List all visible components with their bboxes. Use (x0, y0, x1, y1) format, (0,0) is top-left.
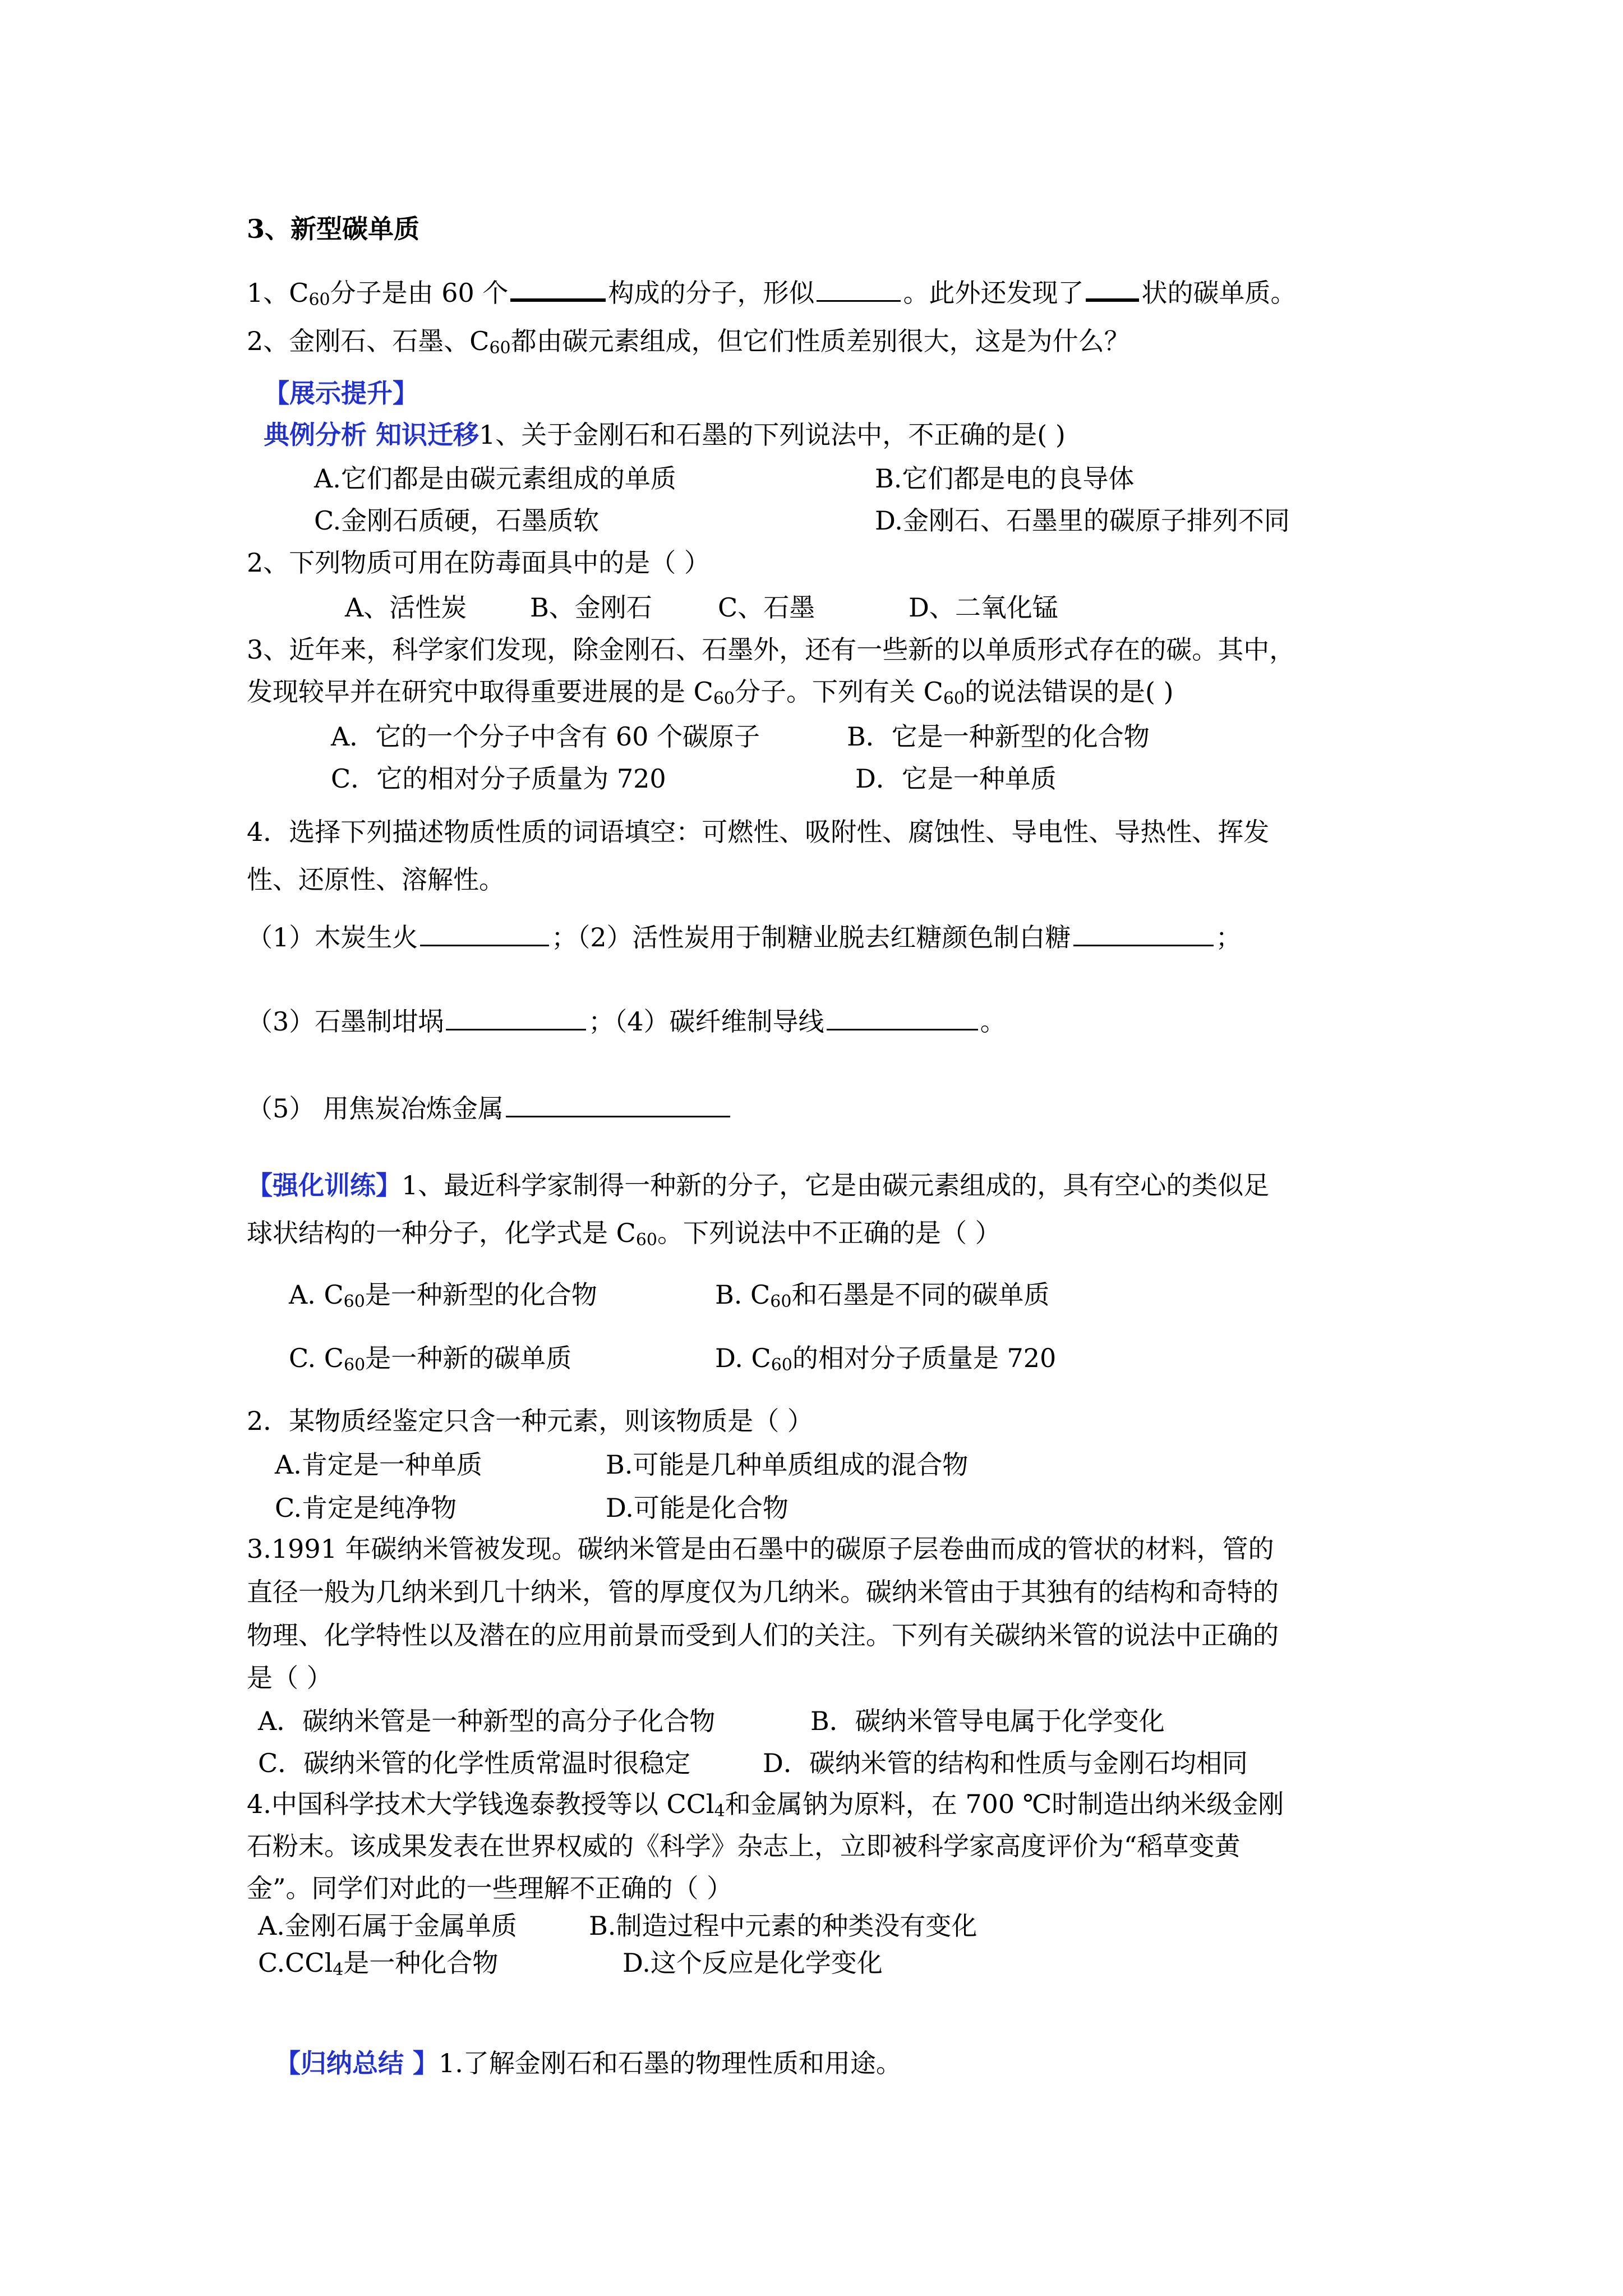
d-q3-line-2 (247, 677, 1174, 708)
blank-f1[interactable] (420, 920, 549, 946)
t-q4-line-1 (247, 1789, 1284, 1821)
t-q1-option-d (715, 1343, 1057, 1375)
display-header: 【展示提升】 (264, 378, 418, 408)
section-label: 典例分析 知识迁移 (264, 420, 479, 450)
text: B. C (715, 1280, 771, 1310)
display-q1-stem (264, 422, 1066, 448)
t-q4-option-d: D.这个反应是化学变化 (623, 1948, 883, 1978)
subscript: 60 (343, 1292, 365, 1312)
t-q3-option-a: A．碳纳米管是一种新型的高分子化合物 (258, 1706, 716, 1736)
t-q3-option-c: C．碳纳米管的化学性质常温时很稳定 (258, 1748, 691, 1778)
t-q2-option-d: D.可能是化合物 (606, 1493, 789, 1523)
d-q4-line-2: 性、还原性、溶解性。 (247, 864, 505, 895)
d-q3-option-a: A．它的一个分子中含有 60 个碳原子 (331, 721, 760, 752)
text: （3）石墨制坩埚 (247, 1006, 444, 1037)
t-q2-option-c: C.肯定是纯净物 (275, 1493, 457, 1523)
text: 4.中国科学技术大学钱逸泰教授等以 CCl (247, 1789, 714, 1819)
subscript: 60 (489, 338, 511, 358)
t-q3-line-2: 直径一般为几纳米到几十纳米，管的厚度仅为几纳米。碳纳米管由于其独有的结构和奇特的 (247, 1577, 1279, 1607)
t-q2-stem: 2．某物质经鉴定只含一种元素，则该物质是（ ） (247, 1406, 813, 1436)
s3-question-1 (247, 274, 1297, 310)
section-title: 3、新型碳单质 (247, 214, 420, 244)
t-q3-option-b: B．碳纳米管导电属于化学变化 (810, 1706, 1165, 1736)
text: ； (588, 1006, 615, 1037)
text: 1、关于金刚石和石墨的下列说法中，不正确的是( ) (479, 420, 1066, 450)
subscript: 60 (770, 1292, 792, 1312)
t-q1-line-2 (247, 1218, 1001, 1250)
text: 1.了解金刚石和石墨的物理性质和用途。 (439, 2048, 902, 2078)
text: 是一种新的碳单质 (365, 1343, 572, 1373)
blank-3[interactable] (1086, 274, 1139, 302)
text: （4）碳纤维制导线 (614, 1006, 824, 1037)
subscript: 60 (635, 1230, 658, 1250)
subscript: 4 (714, 1801, 725, 1821)
t-q4-line-2: 石粉末。该成果发表在世界权威的《科学》杂志上，立即被科学家高度评价为“稻草变黄 (247, 1831, 1241, 1861)
d-q1-option-a: A.它们都是由碳元素组成的单质 (314, 463, 676, 494)
text: C. C (289, 1343, 344, 1373)
s3-question-2 (247, 326, 1130, 358)
text: 2、金刚石、石墨、C (247, 326, 490, 356)
text: C.CCl (258, 1948, 333, 1978)
t-q4-option-c (258, 1948, 499, 1980)
text: 1、最近科学家制得一种新的分子，它是由碳元素组成的，具有空心的类似足 (402, 1170, 1270, 1200)
text: 。下列说法中不正确的是（ ） (657, 1218, 1001, 1248)
summary-line (275, 2050, 902, 2076)
blank-2[interactable] (817, 275, 901, 302)
d-q4-line-1: 4．选择下列描述物质性质的词语填空：可燃性、吸附性、腐蚀性、导电性、导热性、挥发 (247, 817, 1270, 847)
text: 球状结构的一种分子，化学式是 C (247, 1218, 636, 1248)
subscript: 4 (333, 1960, 344, 1980)
blank-f4[interactable] (827, 1004, 978, 1030)
subscript: 60 (943, 689, 965, 708)
text: 的相对分子质量是 720 (792, 1343, 1057, 1373)
text: 状的碳单质。 (1141, 278, 1297, 308)
d-q1-option-d: D.金刚石、石墨里的碳原子排列不同 (875, 505, 1290, 536)
d-q3-option-c: C．它的相对分子质量为 720 (331, 763, 666, 794)
text: 是一种化合物 (343, 1948, 499, 1978)
text: 的说法错误的是( ) (965, 677, 1174, 707)
d-q3-line-1: 3、近年来，科学家们发现，除金刚石、石墨外，还有一些新的以单质形式存在的碳。其中， (247, 634, 1295, 665)
text: 和金属钠为原料，在 700 ℃时制造出纳米级金刚 (725, 1789, 1284, 1819)
t-q3-line-1: 3.1991 年碳纳米管被发现。碳纳米管是由石墨中的碳原子层卷曲而成的管状的材料，管的 (247, 1534, 1274, 1564)
text: 发现较早并在研究中取得重要进展的是 C (247, 677, 713, 707)
blank-1[interactable] (510, 274, 606, 302)
t-q3-line-4: 是（ ） (247, 1663, 333, 1693)
text: D. C (715, 1343, 771, 1373)
t-q1-option-c (289, 1343, 572, 1375)
t-q4-option-a: A.金刚石属于金属单质 (258, 1911, 517, 1941)
t-q1-line-1 (247, 1172, 1269, 1198)
text: 1、C (247, 278, 309, 308)
text: （5） 用焦炭冶炼金属 (247, 1093, 504, 1124)
text: 。此外还发现了 (903, 278, 1084, 308)
t-q4-option-b: B.制造过程中元素的种类没有变化 (589, 1911, 978, 1941)
d-q2-option-b: B、金刚石 (530, 592, 652, 623)
subscript: 60 (308, 290, 330, 310)
t-q3-line-3: 物理、化学特性以及潜在的应用前景而受到人们的关注。下列有关碳纳米管的说法中正确的 (247, 1620, 1279, 1650)
text: 。 (980, 1006, 1006, 1037)
t-q1-option-a (289, 1280, 597, 1312)
text: 都由碳元素组成，但它们性质差别很大，这是为什么？ (510, 326, 1130, 356)
blank-f2[interactable] (1073, 920, 1214, 946)
d-q4-fill-row-1 (247, 920, 1242, 953)
subscript: 60 (771, 1355, 792, 1375)
training-header: 【强化训练】 (247, 1170, 402, 1200)
text: 和石墨是不同的碳单质 (791, 1280, 1050, 1310)
d-q2-stem: 2、下列物质可用在防毒面具中的是（ ） (247, 547, 710, 578)
d-q2-option-c: C、石墨 (718, 592, 815, 623)
d-q3-option-d: D．它是一种单质 (855, 763, 1057, 794)
text: （1）木炭生火 (247, 922, 418, 953)
text: 分子是由 60 个 (330, 278, 509, 308)
text: A. C (289, 1280, 344, 1310)
t-q1-option-b (715, 1280, 1050, 1312)
text: 是一种新型的化合物 (365, 1280, 597, 1310)
text: 分子。下列有关 C (735, 677, 943, 707)
t-q4-line-3: 金”。同学们对此的一些理解不正确的（ ） (247, 1873, 733, 1903)
text: ； (1215, 922, 1242, 953)
summary-header: 【归纳总结 】 (275, 2048, 439, 2078)
t-q2-option-a: A.肯定是一种单质 (275, 1450, 482, 1480)
d-q2-option-d: D、二氧化锰 (909, 592, 1058, 623)
d-q3-option-b: B．它是一种新型的化合物 (847, 721, 1150, 752)
t-q3-option-d: D．碳纳米管的结构和性质与金刚石均相同 (763, 1748, 1248, 1778)
subscript: 60 (713, 689, 735, 708)
t-q2-option-b: B.可能是几种单质组成的混合物 (606, 1450, 969, 1480)
text: ； (551, 922, 578, 953)
d-q4-fill-row-2 (247, 1004, 1006, 1037)
text: （2）活性炭用于制糖业脱去红糖颜色制白糖 (577, 922, 1071, 953)
blank-f3[interactable] (446, 1004, 586, 1030)
d-q2-option-a: A、活性炭 (345, 592, 467, 623)
d-q1-option-b: B.它们都是电的良导体 (875, 463, 1135, 494)
subscript: 60 (344, 1355, 366, 1375)
blank-f5[interactable] (506, 1091, 730, 1117)
text: 构成的分子，形似 (608, 278, 815, 308)
d-q4-fill-row-3 (247, 1091, 732, 1124)
d-q1-option-c: C.金刚石质硬，石墨质软 (314, 505, 600, 536)
